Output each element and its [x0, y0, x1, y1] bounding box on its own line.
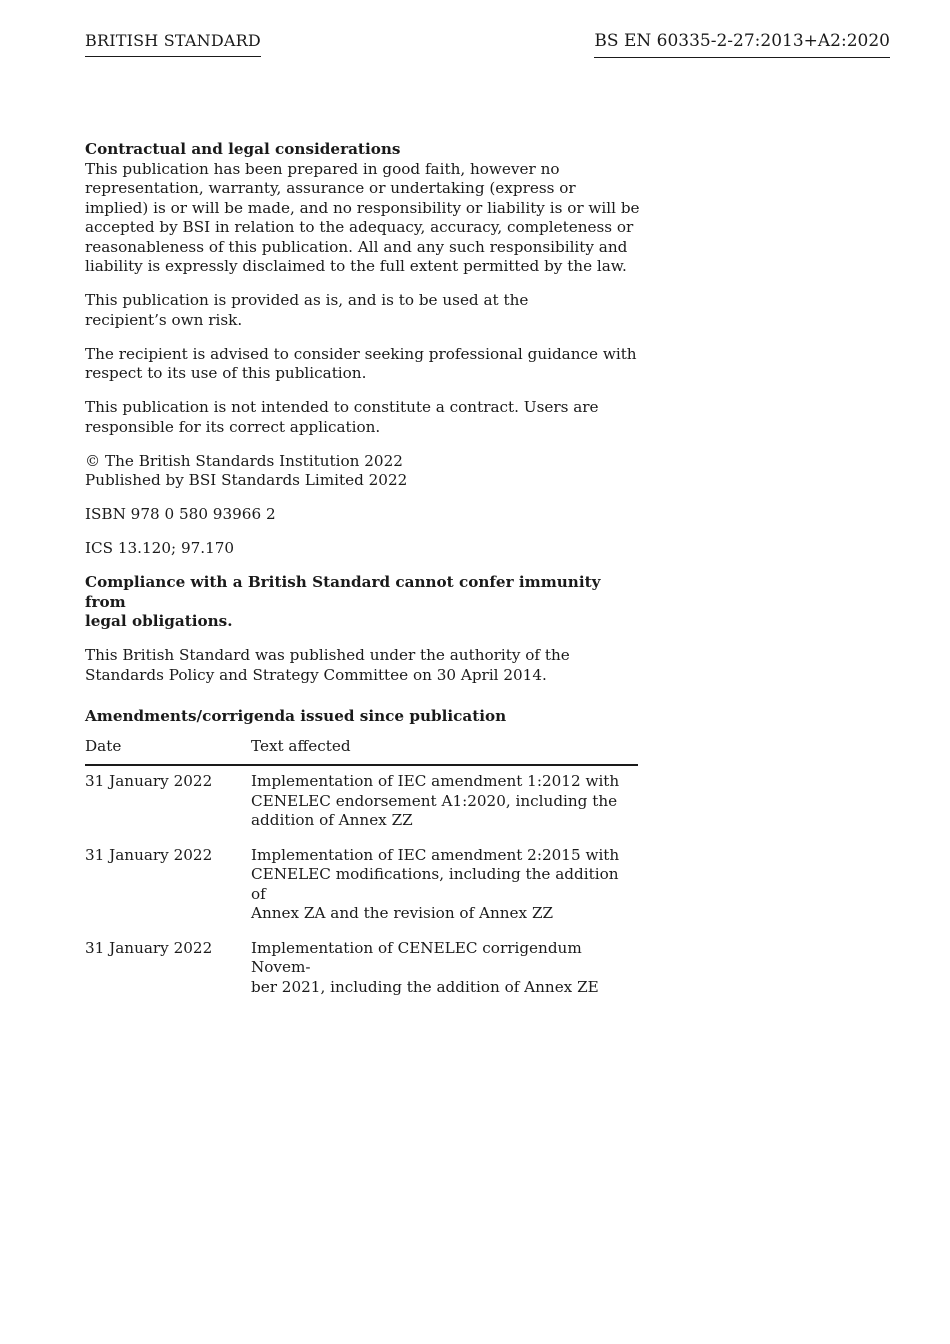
- amendment-text-line: addition of Annex ZZ: [251, 811, 413, 829]
- amendment-text-line: Annex ZA and the revision of Annex ZZ: [251, 904, 554, 922]
- paragraph-line: This publication is provided as is, and is to be used at the: [85, 291, 529, 309]
- amendments-table: [85, 735, 638, 1007]
- contractual-p1-line: implied) is or will be made, and no responsibility or liability is or will be: [85, 198, 640, 217]
- copyright-line: © The British Standards Institution 2022: [85, 451, 403, 470]
- amendment-date: 31 January 2022: [85, 938, 213, 957]
- contractual-heading: Contractual and legal considerations: [85, 140, 401, 158]
- publisher-line: Published by BSI Standards Limited 2022: [85, 471, 408, 489]
- compliance-line: legal obligations.: [85, 612, 233, 630]
- paragraph-line: respect to its use of this publication.: [85, 364, 367, 382]
- contractual-p1-line: This publication has been prepared in good faith, however no: [85, 159, 560, 178]
- amendment-text-line: ber 2021, including the addition of Annex ZE: [251, 977, 599, 996]
- publication-line: Standards Policy and Strategy Committee on 30 April 2014.: [85, 665, 547, 684]
- amendment-text-line: Implementation of CENELEC corrigendum Novem-: [251, 938, 582, 976]
- table-row: [85, 765, 638, 840]
- table-row: [85, 840, 638, 933]
- paragraph-line: recipient’s own risk.: [85, 310, 243, 329]
- compliance-notice: [85, 573, 640, 632]
- column-header-date: Date: [85, 735, 251, 766]
- amendment-text-line: CENELEC endorsement A1:2020, including the: [251, 791, 618, 810]
- table-row: [85, 933, 638, 1007]
- contractual-p1-line: representation, warranty, assurance or undertaking (express or: [85, 179, 576, 197]
- column-header-text-affected: Text affected: [251, 735, 638, 766]
- ics-code: ICS 13.120; 97.170: [85, 539, 235, 557]
- amendments-title: Amendments/corrigenda issued since publication: [85, 707, 507, 725]
- amendment-date: 31 January 2022: [85, 845, 213, 864]
- amendment-date: 31 January 2022: [85, 772, 213, 790]
- publication-authority: [85, 646, 640, 685]
- contractual-section: [85, 140, 640, 277]
- isbn: ISBN 978 0 580 93966 2: [85, 505, 276, 523]
- contractual-p1-line: liability is expressly disclaimed to the full extent permitted by the law.: [85, 257, 627, 275]
- amendment-text: [251, 840, 638, 933]
- contractual-p1-line: accepted by BSI in relation to the adequacy, accuracy, completeness or: [85, 218, 634, 236]
- paragraph-line: This publication is not intended to constitute a contract. Users are: [85, 398, 599, 416]
- amendment-text-line: Implementation of IEC amendment 1:2012 with: [251, 772, 620, 790]
- amendment-text-line: CENELEC modifications, including the addition of: [251, 865, 619, 903]
- contract-paragraph: [85, 398, 640, 437]
- paragraph-line: responsible for its correct application.: [85, 417, 381, 436]
- header-standard-label: BRITISH STANDARD: [85, 31, 261, 57]
- copyright-block: [85, 452, 640, 491]
- contractual-p1-line: reasonableness of this publication. All and any such responsibility and: [85, 237, 628, 256]
- compliance-line: Compliance with a British Standard cannot confer immunity from: [85, 573, 601, 611]
- publication-line: This British Standard was published under the authority of the: [85, 646, 570, 664]
- amendment-text: [251, 933, 638, 1007]
- amendment-text-line: Implementation of IEC amendment 2:2015 with: [251, 845, 620, 864]
- table-header-row: [85, 735, 638, 766]
- guidance-paragraph: [85, 345, 640, 384]
- provided-as-is-paragraph: [85, 291, 640, 330]
- paragraph-line: The recipient is advised to consider seeking professional guidance with: [85, 344, 637, 363]
- header-document-number: BS EN 60335-2-27:2013+A2:2020: [594, 31, 890, 58]
- document-body: [85, 140, 640, 1006]
- amendment-text: [251, 765, 638, 840]
